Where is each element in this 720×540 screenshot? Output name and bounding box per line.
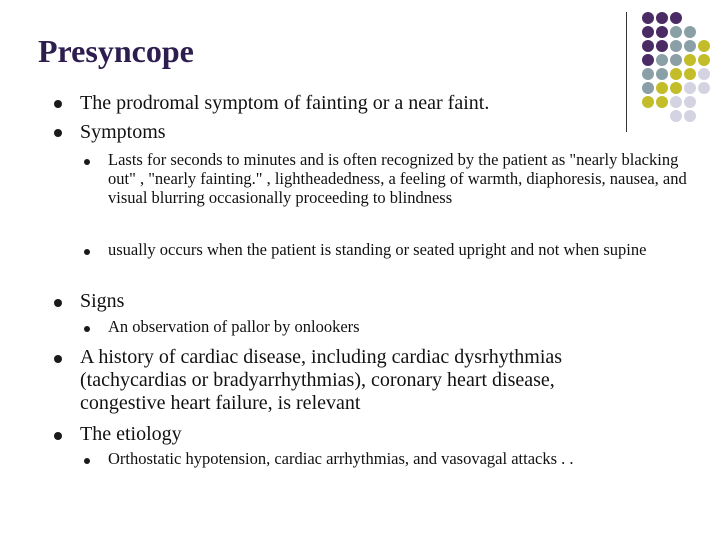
bullet-icon — [54, 100, 62, 108]
bullet-icon — [54, 355, 62, 363]
list-item: Signs — [80, 290, 125, 312]
bullet-icon — [84, 159, 90, 165]
list-item: A history of cardiac disease, including cardiac dysrhythmias (tachycardias or bradyarrhythmias), coronary heart disease, congestive heart failure, is relevant — [80, 346, 563, 414]
bullet-icon — [84, 326, 90, 332]
slide-title: Presyncope — [38, 33, 194, 69]
bullet-icon — [84, 249, 90, 255]
list-item: Symptoms — [80, 121, 166, 143]
list-item: Lasts for seconds to minutes and is often recognized by the patient as "nearly blacking out" , "nearly fainting." , lightheadedness, a feeling of warmth, diaphoresis, nausea, and visual blurring occasionally proceeding to blindness — [108, 150, 687, 207]
bullet-icon — [54, 299, 62, 307]
list-item: Orthostatic hypotension, cardiac arrhythmias, and vasovagal attacks . . — [108, 449, 574, 468]
bullet-icon — [54, 432, 62, 440]
list-item: An observation of pallor by onlookers — [108, 317, 360, 336]
list-item: The etiology — [80, 423, 182, 445]
list-item: usually occurs when the patient is standing or seated upright and not when supine — [108, 240, 647, 259]
bullet-icon — [84, 458, 90, 464]
bullet-icon — [54, 129, 62, 137]
list-item: The prodromal symptom of fainting or a near faint. — [80, 92, 490, 114]
